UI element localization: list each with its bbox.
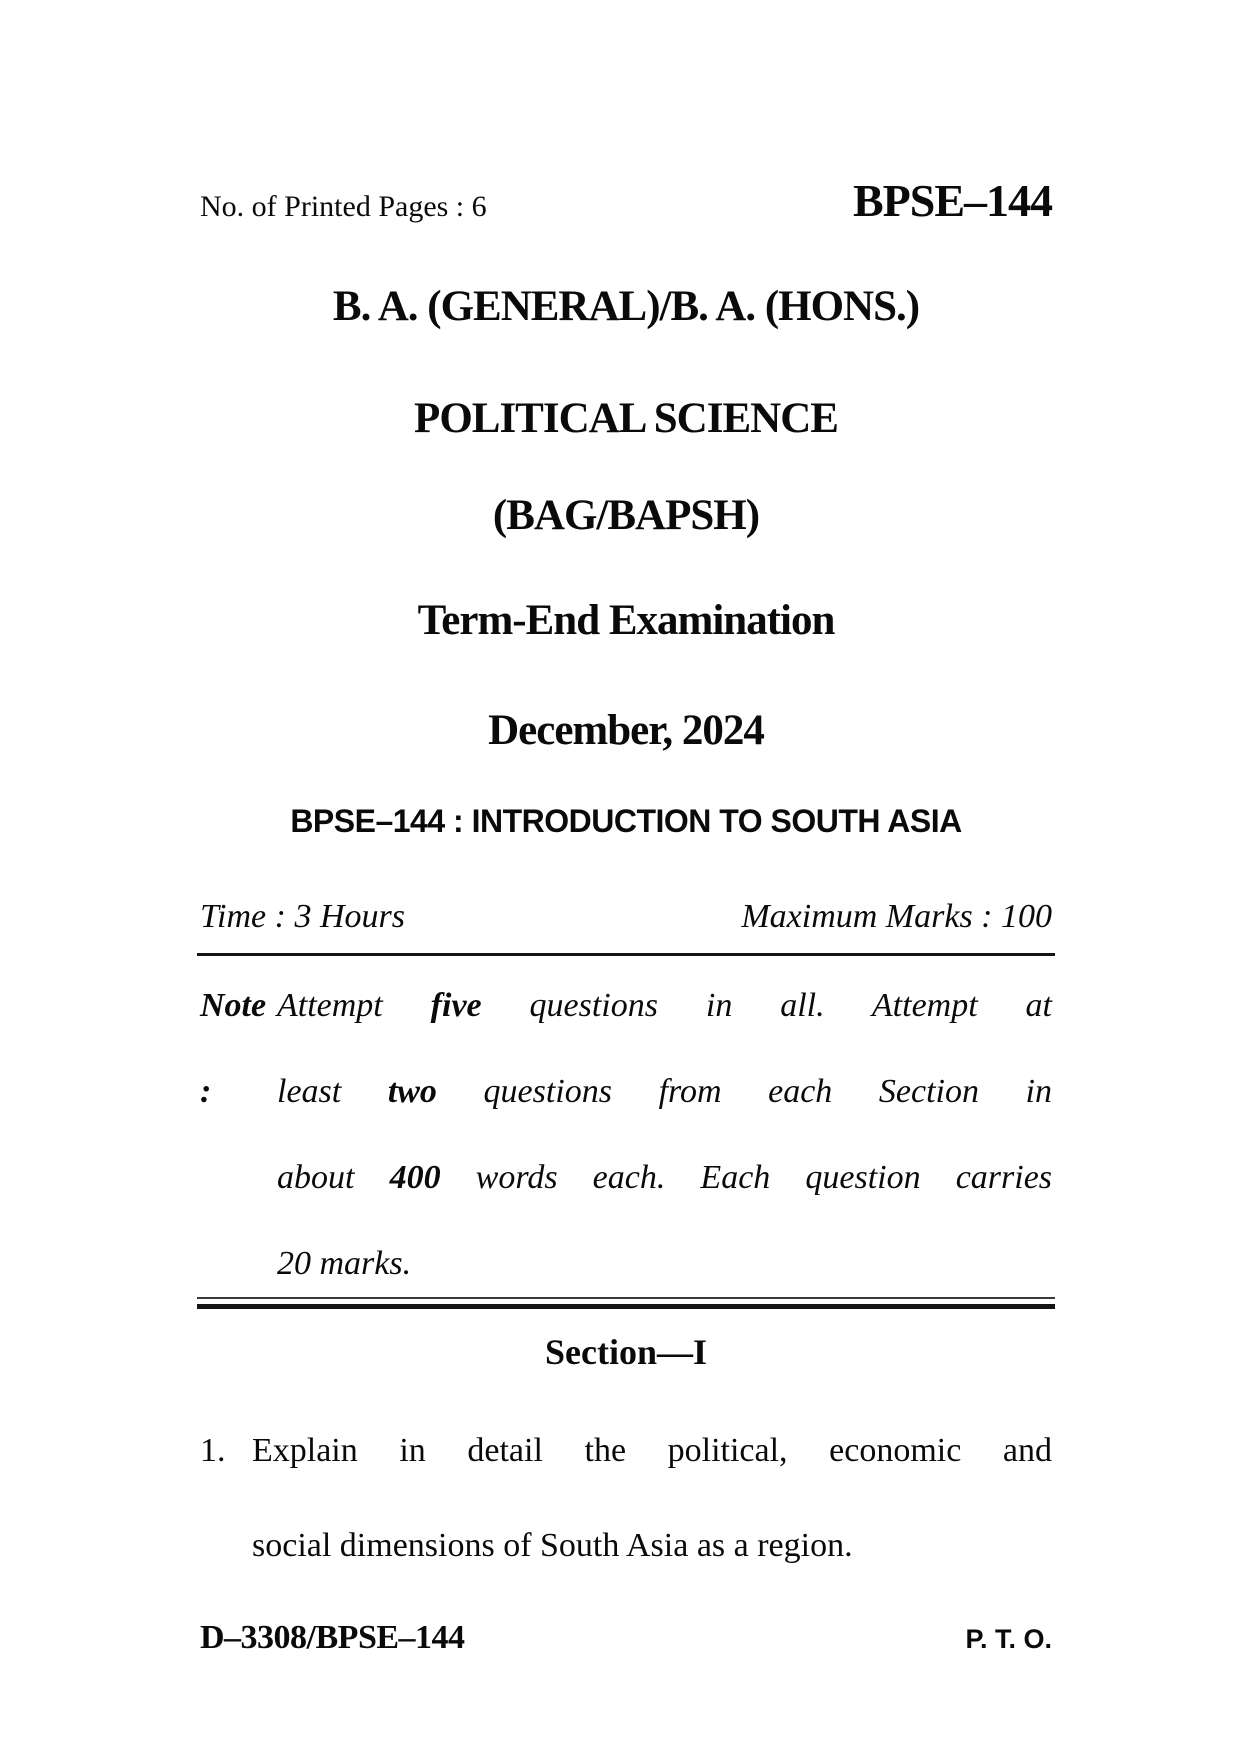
exam-session: December, 2024 xyxy=(488,707,764,754)
maximum-marks: Maximum Marks : 100 xyxy=(741,898,1052,935)
printed-pages-label: No. of Printed Pages : 6 xyxy=(200,190,487,223)
question-line: Explain in detail the political, economic and xyxy=(252,1432,1052,1469)
note-line: Attempt five questions in all. Attempt at xyxy=(277,987,1053,1024)
subject-title: POLITICAL SCIENCE xyxy=(414,395,838,442)
stream-title: (BAG/BAPSH) xyxy=(492,492,760,539)
horizontal-rule xyxy=(197,953,1055,956)
time-allowed: Time : 3 Hours xyxy=(200,898,405,935)
course-title: BPSE–144 : INTRODUCTION TO SOUTH ASIA xyxy=(290,803,962,839)
page-header xyxy=(200,176,1052,226)
note-line: 20 marks. xyxy=(277,1245,412,1282)
question-1 xyxy=(200,1403,1052,1593)
note-label: Note : xyxy=(200,987,267,1110)
footer-paper-code: D–3308/BPSE–144 xyxy=(200,1619,465,1656)
question-number: 1. xyxy=(200,1432,226,1469)
page-footer xyxy=(200,1618,1052,1658)
note-text xyxy=(277,963,1052,1307)
double-rule-top xyxy=(197,1297,1055,1299)
exam-info-row xyxy=(200,897,1052,937)
note-line: least two questions from each Section in xyxy=(277,1073,1053,1110)
double-rule-bottom xyxy=(197,1304,1055,1309)
pto-label: P. T. O. xyxy=(965,1624,1052,1654)
paper-code: BPSE–144 xyxy=(852,175,1052,226)
question-text xyxy=(252,1403,1052,1593)
note-line: about 400 words each. Each question carries xyxy=(277,1159,1053,1196)
note-block xyxy=(200,963,1052,1307)
exam-title: Term-End Examination xyxy=(417,597,835,644)
program-title: B. A. (GENERAL)/B. A. (HONS.) xyxy=(332,283,920,330)
section-heading: Section—I xyxy=(545,1332,707,1372)
question-line: social dimensions of South Asia as a region. xyxy=(252,1527,853,1564)
